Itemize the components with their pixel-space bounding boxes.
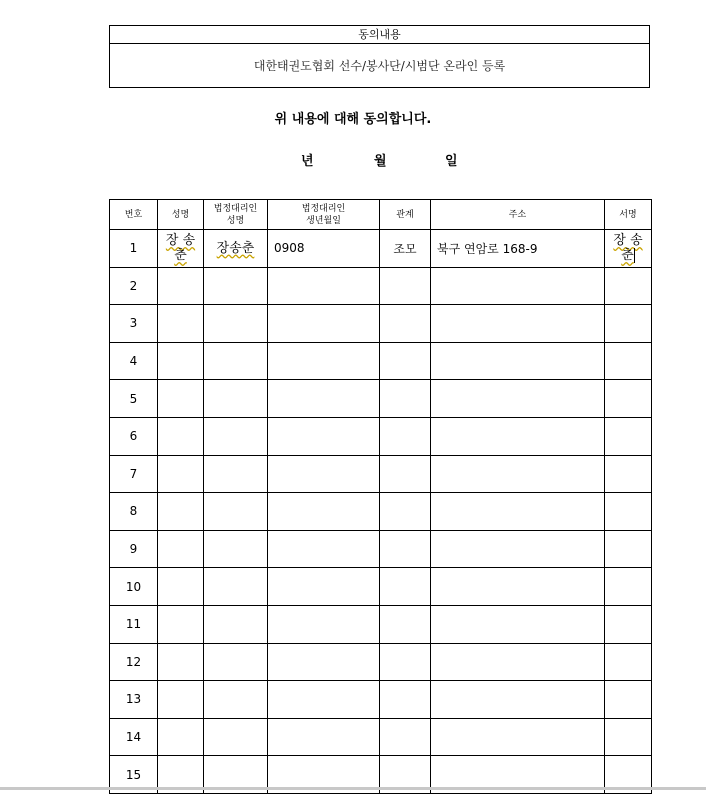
cell-name[interactable] bbox=[158, 605, 204, 643]
cell-address[interactable] bbox=[431, 305, 605, 343]
cell-address[interactable] bbox=[431, 605, 605, 643]
cell-guardian-birth[interactable] bbox=[268, 417, 380, 455]
header-guardian-birth bbox=[268, 200, 380, 230]
cell-signature[interactable] bbox=[605, 718, 652, 756]
cell-name-text: 장 송 춘 bbox=[165, 233, 196, 264]
cell-no[interactable]: 8 bbox=[110, 493, 158, 531]
cell-signature[interactable] bbox=[605, 455, 652, 493]
cell-guardian-name[interactable] bbox=[204, 380, 268, 418]
cell-no[interactable]: 4 bbox=[110, 342, 158, 380]
cell-name[interactable] bbox=[158, 568, 204, 606]
cell-signature[interactable] bbox=[605, 305, 652, 343]
header-relation: 관계 bbox=[380, 200, 431, 230]
cell-signature[interactable] bbox=[605, 530, 652, 568]
cell-guardian-birth[interactable] bbox=[268, 643, 380, 681]
table-row bbox=[110, 417, 652, 455]
cell-no[interactable]: 13 bbox=[110, 681, 158, 719]
registration-table bbox=[109, 199, 652, 794]
header-guardian-name-line1: 법정대리인 bbox=[213, 203, 258, 214]
cell-guardian-name[interactable] bbox=[204, 718, 268, 756]
cell-signature[interactable] bbox=[605, 605, 652, 643]
cell-address[interactable] bbox=[431, 455, 605, 493]
table-row bbox=[110, 493, 652, 531]
cell-name[interactable] bbox=[158, 267, 204, 305]
cell-relation[interactable] bbox=[380, 643, 431, 681]
header-address: 주소 bbox=[431, 200, 605, 230]
cell-guardian-birth[interactable]: 0908 bbox=[268, 230, 380, 268]
cell-name[interactable] bbox=[158, 380, 204, 418]
cell-signature-text: 장 송 춘 bbox=[613, 233, 643, 264]
cell-guardian-name[interactable] bbox=[204, 605, 268, 643]
cell-address[interactable] bbox=[431, 380, 605, 418]
cell-no[interactable]: 1 bbox=[110, 230, 158, 268]
table-row bbox=[110, 342, 652, 380]
cell-guardian-name[interactable] bbox=[204, 493, 268, 531]
cell-no[interactable]: 9 bbox=[110, 530, 158, 568]
cell-guardian-birth[interactable] bbox=[268, 681, 380, 719]
header-name: 성명 bbox=[158, 200, 204, 230]
cell-guardian-name[interactable] bbox=[204, 417, 268, 455]
table-body bbox=[110, 230, 652, 794]
cell-guardian-birth[interactable] bbox=[268, 455, 380, 493]
cell-name[interactable] bbox=[158, 417, 204, 455]
table-header-row bbox=[110, 200, 652, 230]
cell-signature[interactable] bbox=[605, 230, 652, 268]
cell-signature[interactable] bbox=[605, 681, 652, 719]
cell-name[interactable] bbox=[158, 305, 204, 343]
cell-no[interactable]: 2 bbox=[110, 267, 158, 305]
cell-address[interactable]: 북구 연암로 168-9 bbox=[431, 230, 605, 268]
cell-relation[interactable] bbox=[380, 718, 431, 756]
header-guardian-birth-line1: 법정대리인 bbox=[301, 203, 346, 214]
cell-address[interactable] bbox=[431, 643, 605, 681]
cell-guardian-birth[interactable] bbox=[268, 530, 380, 568]
cell-guardian-birth[interactable] bbox=[268, 493, 380, 531]
cell-address[interactable] bbox=[431, 681, 605, 719]
table-row bbox=[110, 380, 652, 418]
agree-statement: 위 내용에 대해 동의합니다. bbox=[274, 112, 432, 127]
cell-address[interactable] bbox=[431, 493, 605, 531]
date-month-label[interactable]: 월 bbox=[374, 154, 387, 169]
cell-name[interactable] bbox=[158, 530, 204, 568]
cell-relation[interactable] bbox=[380, 267, 431, 305]
table-row bbox=[110, 605, 652, 643]
header-guardian-name-line2: 성명 bbox=[226, 215, 245, 226]
cell-guardian-birth[interactable] bbox=[268, 305, 380, 343]
cell-address[interactable] bbox=[431, 417, 605, 455]
cell-address[interactable] bbox=[431, 342, 605, 380]
cell-address[interactable] bbox=[431, 568, 605, 606]
cell-relation[interactable]: 조모 bbox=[380, 230, 431, 268]
cell-no[interactable]: 15 bbox=[110, 756, 158, 794]
cell-relation[interactable] bbox=[380, 681, 431, 719]
cell-address[interactable] bbox=[431, 267, 605, 305]
cell-name[interactable] bbox=[158, 718, 204, 756]
table-row bbox=[110, 568, 652, 606]
cell-name[interactable] bbox=[158, 493, 204, 531]
cell-name[interactable] bbox=[158, 342, 204, 380]
cell-guardian-name[interactable] bbox=[204, 643, 268, 681]
date-year-label[interactable]: 년 bbox=[301, 154, 314, 169]
cell-guardian-name[interactable] bbox=[204, 305, 268, 343]
table-row bbox=[110, 643, 652, 681]
cell-guardian-name[interactable] bbox=[204, 568, 268, 606]
cell-no[interactable]: 11 bbox=[110, 605, 158, 643]
cell-no[interactable]: 6 bbox=[110, 417, 158, 455]
table-row bbox=[110, 718, 652, 756]
date-day-label[interactable]: 일 bbox=[445, 154, 458, 169]
cell-no[interactable]: 7 bbox=[110, 455, 158, 493]
cell-signature[interactable] bbox=[605, 380, 652, 418]
cell-name[interactable] bbox=[158, 681, 204, 719]
table-row bbox=[110, 681, 652, 719]
cell-guardian-name[interactable] bbox=[204, 681, 268, 719]
cell-signature[interactable] bbox=[605, 267, 652, 305]
cell-relation[interactable] bbox=[380, 417, 431, 455]
cell-no[interactable]: 14 bbox=[110, 718, 158, 756]
consent-box bbox=[109, 25, 650, 88]
table-row bbox=[110, 267, 652, 305]
cell-guardian-birth[interactable] bbox=[268, 380, 380, 418]
cell-relation[interactable] bbox=[380, 342, 431, 380]
cell-guardian-birth[interactable] bbox=[268, 718, 380, 756]
cell-guardian-name[interactable] bbox=[204, 267, 268, 305]
cell-relation[interactable] bbox=[380, 493, 431, 531]
cell-signature[interactable] bbox=[605, 342, 652, 380]
cell-no[interactable]: 10 bbox=[110, 568, 158, 606]
cell-guardian-name[interactable] bbox=[204, 530, 268, 568]
cell-signature[interactable] bbox=[605, 568, 652, 606]
cell-guardian-name[interactable] bbox=[204, 230, 268, 268]
cell-guardian-birth[interactable] bbox=[268, 342, 380, 380]
cell-relation[interactable] bbox=[380, 530, 431, 568]
cell-relation[interactable] bbox=[380, 568, 431, 606]
table-row bbox=[110, 530, 652, 568]
cell-name[interactable] bbox=[158, 230, 204, 268]
cell-guardian-name-text: 장송춘 bbox=[216, 240, 255, 256]
header-no: 번호 bbox=[110, 200, 158, 230]
cell-signature[interactable] bbox=[605, 417, 652, 455]
table-row bbox=[110, 305, 652, 343]
cell-no[interactable]: 3 bbox=[110, 305, 158, 343]
consent-header: 동의내용 bbox=[110, 26, 649, 44]
cell-address[interactable] bbox=[431, 718, 605, 756]
cell-name[interactable] bbox=[158, 455, 204, 493]
cell-relation[interactable] bbox=[380, 305, 431, 343]
cell-no[interactable]: 5 bbox=[110, 380, 158, 418]
header-guardian-name bbox=[204, 200, 268, 230]
cell-no[interactable]: 12 bbox=[110, 643, 158, 681]
cell-name[interactable] bbox=[158, 643, 204, 681]
cell-guardian-birth[interactable] bbox=[268, 568, 380, 606]
cell-guardian-birth[interactable] bbox=[268, 267, 380, 305]
cell-guardian-name[interactable] bbox=[204, 455, 268, 493]
cell-relation[interactable] bbox=[380, 455, 431, 493]
consent-body: 대한태권도협회 선수/봉사단/시범단 온라인 등록 bbox=[253, 59, 506, 73]
cell-relation[interactable] bbox=[380, 605, 431, 643]
cell-relation[interactable] bbox=[380, 380, 431, 418]
cell-address[interactable] bbox=[431, 530, 605, 568]
cell-signature[interactable] bbox=[605, 643, 652, 681]
cell-guardian-name[interactable] bbox=[204, 342, 268, 380]
cell-signature[interactable] bbox=[605, 493, 652, 531]
header-guardian-birth-line2: 생년월일 bbox=[306, 215, 341, 226]
table-row bbox=[110, 455, 652, 493]
table-row bbox=[110, 230, 652, 268]
cell-guardian-birth[interactable] bbox=[268, 605, 380, 643]
header-signature: 서명 bbox=[605, 200, 652, 230]
